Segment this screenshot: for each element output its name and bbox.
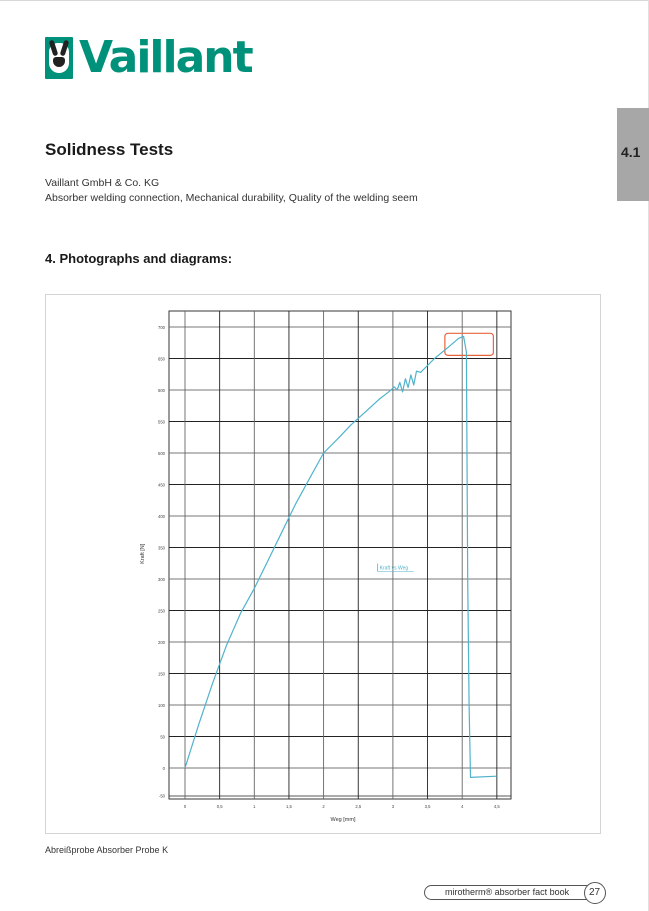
logo-wordmark: Vaillant	[79, 32, 252, 83]
page-top-border	[0, 0, 649, 1]
legend-entry: Kraft vs Weg	[379, 565, 409, 572]
page-number-badge	[584, 882, 606, 904]
y-tick-label: 450	[158, 482, 165, 488]
section-tab-label: 4.1	[621, 144, 641, 160]
figure-caption: Abreißprobe Absorber Probe K	[45, 845, 169, 855]
series-line-kraft-vs-weg	[185, 336, 497, 777]
page-title: Solidness Tests	[45, 140, 174, 159]
x-tick-labels	[184, 804, 501, 809]
y-tick-label: 550	[158, 419, 165, 425]
y-tick-label: 50	[160, 734, 165, 740]
y-tick-labels	[158, 325, 166, 799]
page-footer	[424, 882, 608, 904]
x-tick-label: 0,5	[216, 804, 223, 809]
y-tick-label: 400	[158, 513, 165, 519]
y-tick-label: 700	[158, 324, 165, 330]
y-tick-label: 350	[158, 545, 165, 551]
y-tick-label: 200	[158, 639, 165, 645]
x-tick-label: 2,5	[355, 804, 362, 809]
test-subject: Absorber welding connection, Mechanical durability, Quality of the welding seem	[45, 192, 418, 204]
y-tick-label: 250	[158, 608, 165, 614]
x-tick-label: 2	[322, 804, 325, 809]
y-tick-label: -50	[158, 793, 165, 799]
x-axis-label: Weg [mm]	[330, 817, 356, 823]
page-number: 27	[589, 887, 601, 898]
x-tick-label: 3	[391, 804, 395, 809]
footer-book-title-pill	[424, 885, 594, 900]
hare-logo-icon	[45, 37, 73, 79]
chart-frame	[45, 294, 601, 834]
x-tick-label: 1,5	[286, 804, 292, 809]
x-tick-label: 4	[461, 804, 464, 809]
y-tick-label: 300	[158, 576, 165, 582]
section-tab	[617, 108, 649, 201]
force-displacement-chart	[46, 295, 600, 833]
y-tick-label: 0	[162, 765, 165, 771]
company-name: Vaillant GmbH & Co. KG	[45, 177, 160, 189]
x-tick-label: 3,5	[424, 804, 431, 809]
y-tick-label: 600	[158, 387, 165, 393]
footer-book-title: mirotherm® absorber fact book	[445, 887, 570, 897]
vaillant-logo	[45, 32, 252, 83]
x-tick-label: 0	[183, 804, 187, 809]
plot-border	[169, 311, 511, 799]
legend	[378, 564, 414, 572]
x-tick-label: 4,5	[493, 804, 500, 809]
y-tick-label: 500	[158, 450, 165, 456]
y-axis-label: Kraft [N]	[140, 543, 146, 564]
y-tick-label: 100	[158, 702, 165, 708]
grid	[169, 311, 511, 799]
series-group	[185, 336, 497, 777]
y-tick-label: 650	[158, 356, 165, 362]
x-tick-label: 1	[253, 804, 256, 809]
section-heading: 4. Photographs and diagrams:	[45, 251, 233, 266]
y-tick-label: 150	[158, 671, 165, 677]
